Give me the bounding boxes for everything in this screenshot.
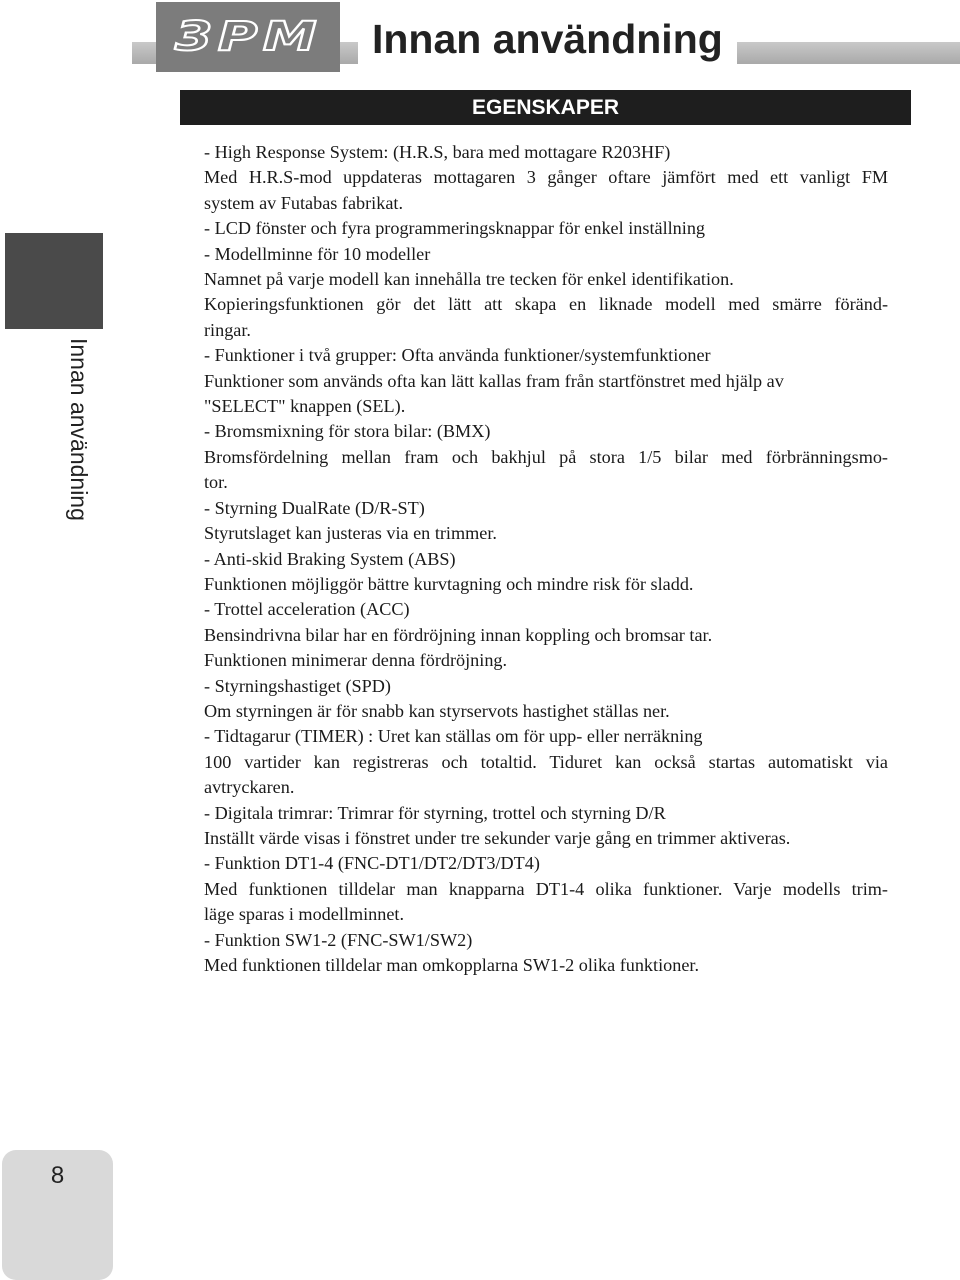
text-line: - Anti-skid Braking System (ABS) [204,548,456,569]
page-number-tab [2,1150,113,1280]
text-line: Bromsfördelning mellan fram och bakhjul på stora 1/5 bilar med förbränningsmo- [204,446,888,467]
text-line: - Funktion DT1-4 (FNC-DT1/DT2/DT3/DT4) [204,853,540,874]
text-line: - Funktioner i två grupper: Ofta använda funktioner/systemfunktioner [204,345,711,366]
text-line: - Tidtagarur (TIMER) : Uret kan ställas om för upp- eller nerräkning [204,726,703,747]
page-number: 8 [50,1162,65,1189]
side-tab-label: Innan användning [66,338,92,521]
text-line: Styrutslaget kan justeras via en trimmer. [204,523,497,544]
text-line: Funktionen möjliggör bättre kurvtagning och mindre risk för sladd. [204,573,694,594]
text-line: "SELECT" knappen (SEL). [204,396,406,417]
text-line: Funktioner som används ofta kan lätt kallas fram från startfönstret med hjälp av [204,370,784,391]
section-heading: EGENSKAPER [180,90,911,125]
text-line: Med funktionen tilldelar man omkopplarna SW1-2 olika funktioner. [204,955,699,975]
brand-logo [156,2,340,72]
text-line: - High Response System: (H.R.S, bara med mottagare R203HF) [204,142,671,162]
side-tab-block [5,233,103,329]
text-line: läge sparas i modellminnet. [204,904,405,925]
text-line: - Styrningshastiget (SPD) [204,675,391,696]
text-line: 100 vartider kan registreras och totaltid. Tiduret kan också startas automatiskt via [204,751,888,772]
text-line: - Styrning DualRate (D/R-ST) [204,497,425,518]
text-line: Namnet på varje modell kan innehålla tre tecken för enkel identifikation. [204,269,734,290]
text-line: system av Futabas fabrikat. [204,192,404,213]
text-line: ringar. [204,319,251,340]
text-line: Bensindrivna bilar har en fördröjning innan koppling och bromsar tar. [204,624,713,645]
text-line: - Digitala trimrar: Trimrar för styrning, trottel och styrning D/R [204,802,666,823]
page-title: Innan användning [358,12,737,68]
text-line: - Trottel acceleration (ACC) [204,599,410,620]
text-line: Om styrningen är för snabb kan styrservots hastighet ställas ner. [204,700,670,721]
text-line: - Modellminne för 10 modeller [204,243,431,264]
text-line: - Funktion SW1-2 (FNC-SW1/SW2) [204,929,473,950]
text-line: avtryckaren. [204,777,295,798]
logo-text: 3PM [174,14,322,60]
text-line: tor. [204,472,228,493]
text-line: Med funktionen tilldelar man knapparna DT1-4 olika funktioner. Varje modells trim- [204,878,888,899]
text-line: - Bromsmixning för stora bilar: (BMX) [204,421,491,442]
text-line: - LCD fönster och fyra programmeringsknappar för enkel inställning [204,218,706,239]
text-line: Funktionen minimerar denna fördröjning. [204,650,508,671]
text-line: Inställt värde visas i fönstret under tre sekunder varje gång en trimmer aktiveras. [204,827,791,848]
feature-list [204,140,888,978]
text-line: Kopieringsfunktionen gör det lätt att skapa en liknade modell med smärre föränd- [204,294,888,315]
text-line: Med H.R.S-mod uppdateras mottagaren 3 gånger oftare jämfört med ett vanligt FM [204,167,888,188]
